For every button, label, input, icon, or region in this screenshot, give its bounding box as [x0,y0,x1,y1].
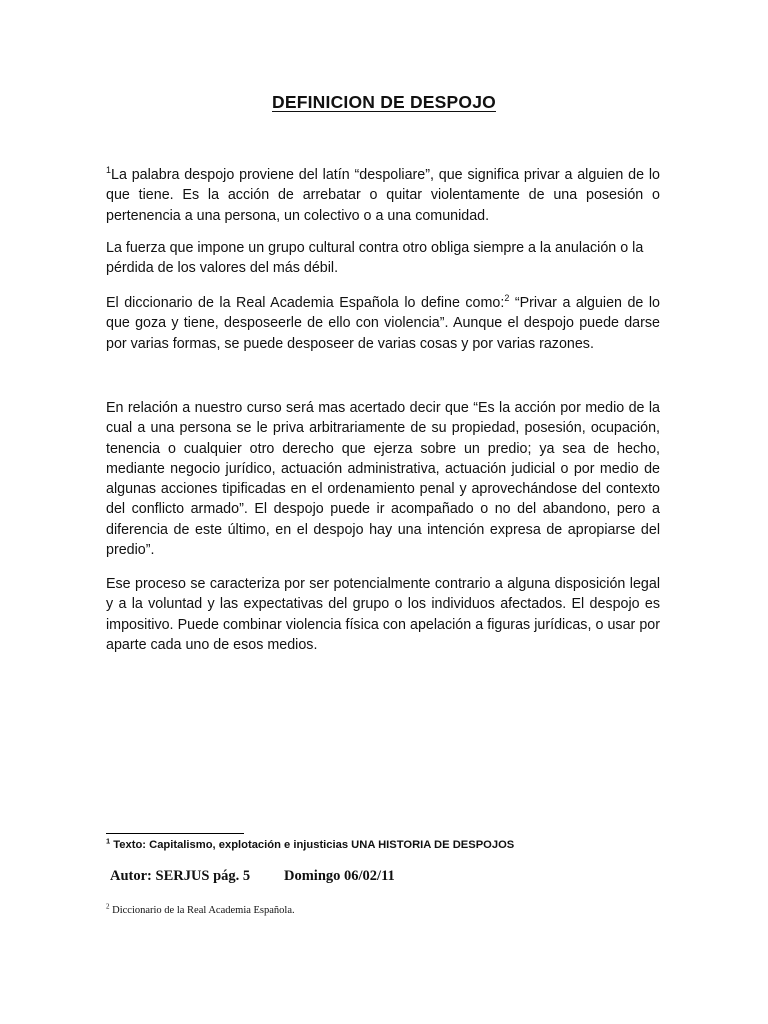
footnote-1 [106,838,514,853]
footnote-2-number: 2 [106,902,110,911]
paragraph-3-text-after: “Privar a alguien de lo que goza y tiene, desposeerle de ello con violencia”. Aunque el despojo puede darse por varias formas, se puede desposeer de varias cosas y por varias razones. [106,295,661,352]
paragraph-1-text: La palabra despojo proviene del latín “despoliare”, que significa privar a alguien de lo que tiene. Es la acción de arrebatar o quitar violentamente de una posesión o pertenencia a una persona, un colectivo o a una comunidad. [106,167,660,224]
paragraph-4-text: En relación a nuestro curso será mas acertado decir que “Es la acción por medio de la cual a una persona se le priva arbitrariamente de su propiedad, posesión, ocupación, tenencia o cualquier otro derecho que ejerza sobre un predio; ya sea de hecho, mediante negocio jurídico, actuación administrativa, actuación judicial o por medio de algunas acciones tipificadas en el ordenamiento penal y aprovechándose del contexto del conflicto armado”. El despojo puede ir acompañado o no del abandono, pero a diferencia de este último, en el despojo hay una intención expresa de apropiarse del predio”. [106,400,660,559]
date-text: Domingo 06/02/11 [284,868,395,884]
paragraph-5-text: Ese proceso se caracteriza por ser potencialmente contrario a alguna disposición legal y a la voluntad y las expectativas del grupo o los individuos afectados. El despojo es impositivo. Puede combinar violencia física con apelación a figuras jurídicas, o usar por aparte cada uno de esos medios. [106,576,660,653]
paragraph-3 [106,293,660,354]
footnote-2-text: Diccionario de la Real Academia Española. [109,905,295,916]
footnote-ref-1[interactable]: 1 [106,165,112,176]
author-line [110,866,395,886]
author-text: Autor: SERJUS pág. 5 [110,868,251,884]
document-title: DEFINICION DE DESPOJO [272,92,496,112]
footnote-2 [106,904,295,918]
paragraph-2-text: La fuerza que impone un grupo cultural contra otro obliga siempre a la anulación o la pérdida de los valores del más débil. [106,240,644,277]
paragraph-4 [106,398,660,560]
footnote-1-text: Texto: Capitalismo, explotación e injusticias UNA HISTORIA DE DESPOJOS [110,839,515,851]
footnote-separator [106,833,244,834]
paragraph-1 [106,165,660,226]
paragraph-5 [106,574,660,655]
footnote-1-number: 1 [106,836,111,846]
paragraph-2 [106,238,660,279]
paragraph-3-text-before: El diccionario de la Real Academia Española lo define como: [106,295,505,311]
footnote-ref-2[interactable]: 2 [504,293,510,304]
